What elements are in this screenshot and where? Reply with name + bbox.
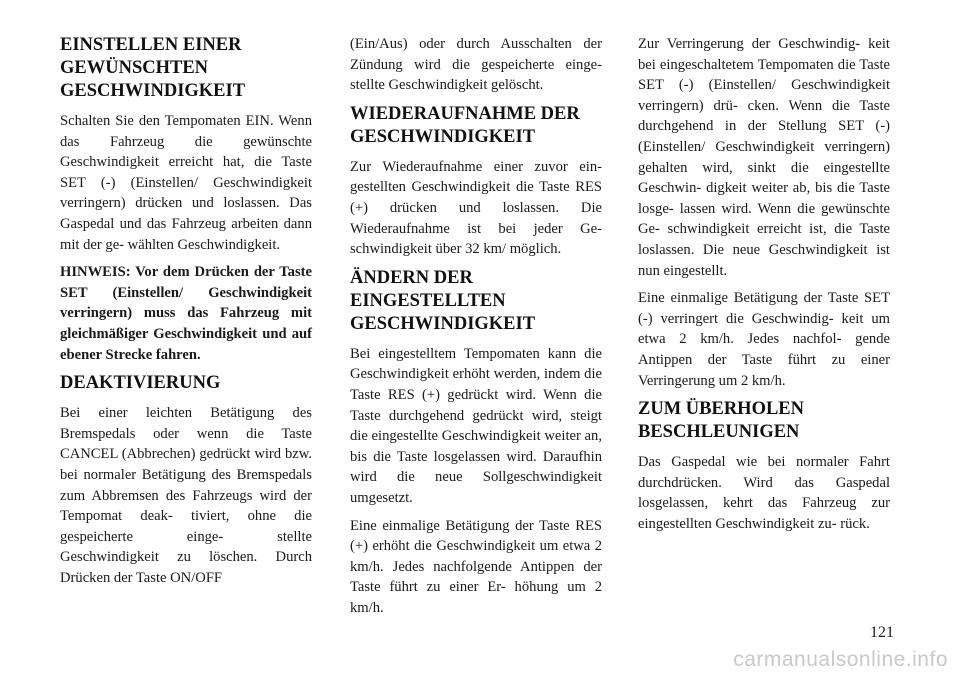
- paragraph-wiederaufnahme: Zur Wiederaufnahme einer zuvor ein- gestellten Geschwindigkeit die Taste RES (+) drücken und loslassen. Die Wiederaufnahme ist bei jeder Ge- schwindigkeit über 32 km/ möglich.: [350, 158, 602, 258]
- paragraph-ueberholen: Das Gaspedal wie bei normaler Fahrt durchdrücken. Wird das Gaspedal losgelassen, kehrt das Fahrzeug zur eingestellten Geschwindigkeit zu- rück.: [638, 454, 890, 532]
- heading-deaktivierung: DEAKTIVIERUNG: [60, 373, 221, 394]
- watermark: carmanualsonline.info: [733, 648, 948, 671]
- paragraph-aendern-2: Eine einmalige Betätigung der Taste RES (+) erhöht die Geschwindigkeit um etwa 2 km/h. Jedes nachfolgende Antippen der Taste führt zu einer Er- höhung um 2 km/h.: [350, 517, 602, 616]
- note-hinweis: HINWEIS: Vor dem Drücken der Taste SET (Einstellen/ Geschwindigkeit verringern) muss das Fahrzeug mit gleichmäßiger Geschwindigkeit und auf ebener Strecke fahren.: [60, 264, 312, 363]
- column-left: [60, 34, 312, 595]
- column-middle: [350, 34, 602, 625]
- paragraph-einstellen: Schalten Sie den Tempomaten EIN. Wenn das Fahrzeug die gewünschte Geschwindigkeit erreicht hat, die Taste SET (-) (Einstellen/ Geschwindigkeit verringern) drücken und loslassen. Das Gaspedal und das Fahrzeug arbeiten dann mit der ge- wählten Geschwindigkeit.: [60, 113, 312, 253]
- heading-wiederaufnahme: WIEDERAUFNAHME DER GESCHWINDIGKEIT: [350, 103, 580, 147]
- heading-ueberholen: ZUM ÜBERHOLEN BESCHLEUNIGEN: [638, 399, 805, 443]
- paragraph-continuation: (Ein/Aus) oder durch Ausschalten der Zündung wird die gespeicherte einge- stellte Geschwindigkeit gelöscht.: [350, 36, 602, 94]
- heading-einstellen: EINSTELLEN EINER GEWÜNSCHTEN GESCHWINDIGKEIT: [60, 35, 246, 101]
- heading-aendern: ÄNDERN DER EINGESTELLTEN GESCHWINDIGKEIT: [350, 267, 536, 334]
- paragraph-deaktivierung: Bei einer leichten Betätigung des Bremspedals oder wenn die Taste CANCEL (Abbrechen) gedrückt wird bzw. bei normaler Betätigung des Bremspedals zum Abbremsen des Fahrzeugs wird der Tempomat deak- tiviert, ohne die gespeicherte einge- stellte Geschwindigkeit zu löschen. Durch Drücken der Taste ON/OFF: [60, 405, 312, 586]
- paragraph-einmalig: Eine einmalige Betätigung der Taste SET (-) verringert die Geschwindig- keit um etwa 2 km/h. Jedes nachfol- gende Antippen der Taste führt zu einer Verringerung um 2 km/h.: [638, 290, 890, 389]
- page-number: 121: [870, 624, 894, 641]
- column-right: [638, 34, 890, 541]
- paragraph-verringerung: Zur Verringerung der Geschwindig- keit bei eingeschaltetem Tempomaten die Taste SET (-) (Einstellen/ Geschwindigkeit verringern) drü- cken. Wenn die Taste durchgehend in der Stellung SET (-) (Einstellen/ Geschwindigkeit verringern) gehalten wird, sinkt die eingestellte Geschwin- digkeit weiter ab, bis die Taste losge- lassen wird. Wenn die gewünschte Ge- schwindigkeit erreicht ist, die Taste loslassen. Die neue Geschwindigkeit ist nun eingestellt.: [638, 36, 890, 279]
- paragraph-aendern-1: Bei eingestelltem Tempomaten kann die Geschwindigkeit erhöht werden, indem die Taste RES (+) gedrückt wird. Wenn die Taste durchgehend gedrückt wird, steigt die eingestellte Geschwindigkeit weiter an, bis die Taste losgelassen wird. Daraufhin wird die neue Sollgeschwindigkeit umgesetzt.: [350, 345, 602, 506]
